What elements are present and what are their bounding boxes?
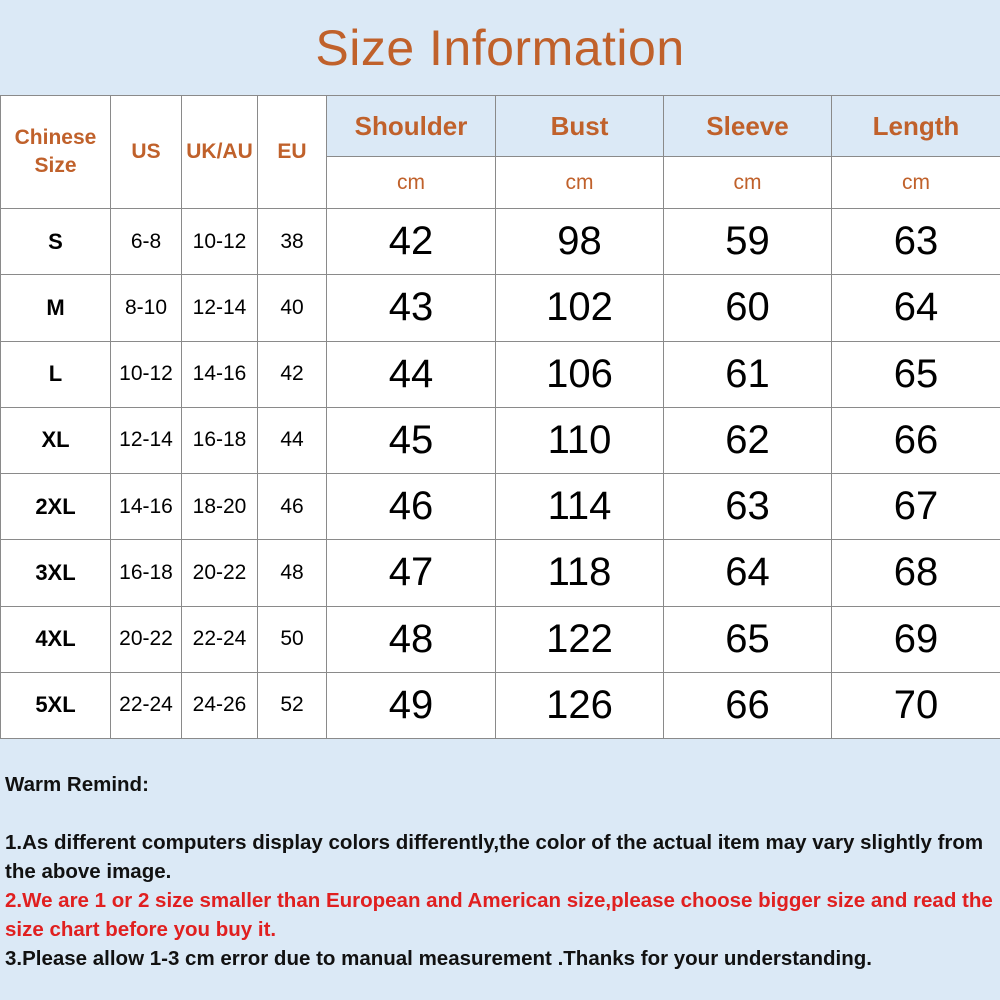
cell-sleeve: 59 [664,209,832,275]
cell-bust: 110 [496,407,664,473]
cell-ukau: 14-16 [182,341,258,407]
cell-eu: 44 [258,407,327,473]
cell-sleeve: 62 [664,407,832,473]
cell-eu: 50 [258,606,327,672]
table-row [1,540,1000,606]
cell-length: 70 [832,672,1000,738]
remind-line-3: 3.Please allow 1-3 cm error due to manual measurement .Thanks for your understanding. [5,947,872,970]
cell-length: 67 [832,474,1000,540]
cell-us: 12-14 [111,407,182,473]
cell-eu: 52 [258,672,327,738]
cell-size: 3XL [1,540,111,606]
cell-size: 2XL [1,474,111,540]
cell-sleeve: 61 [664,341,832,407]
cell-bust: 102 [496,275,664,341]
cell-sleeve: 63 [664,474,832,540]
cell-length: 64 [832,275,1000,341]
cell-ukau: 20-22 [182,540,258,606]
unit-length: cm [832,157,1000,209]
title-bar [0,0,1000,95]
table-row [1,606,1000,672]
cell-eu: 48 [258,540,327,606]
header-eu: EU [258,96,327,209]
cell-size: XL [1,407,111,473]
cell-bust: 126 [496,672,664,738]
cell-length: 66 [832,407,1000,473]
page-title: Size Information [315,19,685,76]
cell-ukau: 24-26 [182,672,258,738]
cell-size: 4XL [1,606,111,672]
cell-length: 69 [832,606,1000,672]
cell-shoulder: 47 [327,540,496,606]
cell-shoulder: 43 [327,275,496,341]
header-sleeve: Sleeve [664,96,832,157]
unit-bust: cm [496,157,664,209]
cell-us: 14-16 [111,474,182,540]
cell-sleeve: 64 [664,540,832,606]
cell-sleeve: 60 [664,275,832,341]
header-chinese-size: Chinese Size [1,96,111,209]
cell-shoulder: 49 [327,672,496,738]
table-row [1,341,1000,407]
table-row [1,672,1000,738]
cell-ukau: 12-14 [182,275,258,341]
header-row [1,96,1000,157]
cell-size: 5XL [1,672,111,738]
cell-size: S [1,209,111,275]
cell-ukau: 18-20 [182,474,258,540]
remind-line-2: 2.We are 1 or 2 size smaller than European and American size,please choose bigger size and read the size chart before you buy it. [5,889,993,941]
cell-size: M [1,275,111,341]
remind-title: Warm Remind: [5,773,149,796]
cell-bust: 122 [496,606,664,672]
table-row [1,209,1000,275]
header-shoulder: Shoulder [327,96,496,157]
header-ukau: UK/AU [182,96,258,209]
cell-us: 22-24 [111,672,182,738]
cell-shoulder: 48 [327,606,496,672]
cell-ukau: 16-18 [182,407,258,473]
size-rows [1,209,1000,739]
cell-us: 8-10 [111,275,182,341]
cell-eu: 42 [258,341,327,407]
cell-shoulder: 42 [327,209,496,275]
warm-remind [0,738,1000,1000]
cell-bust: 98 [496,209,664,275]
cell-ukau: 22-24 [182,606,258,672]
cell-eu: 46 [258,474,327,540]
cell-bust: 114 [496,474,664,540]
cell-length: 68 [832,540,1000,606]
cell-bust: 118 [496,540,664,606]
header-us: US [111,96,182,209]
cell-ukau: 10-12 [182,209,258,275]
cell-length: 65 [832,341,1000,407]
cell-shoulder: 45 [327,407,496,473]
size-table [0,95,1000,739]
cell-shoulder: 46 [327,474,496,540]
cell-us: 6-8 [111,209,182,275]
cell-us: 10-12 [111,341,182,407]
unit-sleeve: cm [664,157,832,209]
table-row [1,275,1000,341]
remind-line-1: 1.As different computers display colors differently,the color of the actual item may vary slightly from the above image. [5,831,984,883]
header-length: Length [832,96,1000,157]
cell-length: 63 [832,209,1000,275]
cell-size: L [1,341,111,407]
cell-sleeve: 65 [664,606,832,672]
header-bust: Bust [496,96,664,157]
cell-bust: 106 [496,341,664,407]
cell-eu: 40 [258,275,327,341]
cell-eu: 38 [258,209,327,275]
unit-shoulder: cm [327,157,496,209]
cell-sleeve: 66 [664,672,832,738]
cell-us: 20-22 [111,606,182,672]
cell-shoulder: 44 [327,341,496,407]
cell-us: 16-18 [111,540,182,606]
table-row [1,474,1000,540]
table-row [1,407,1000,473]
